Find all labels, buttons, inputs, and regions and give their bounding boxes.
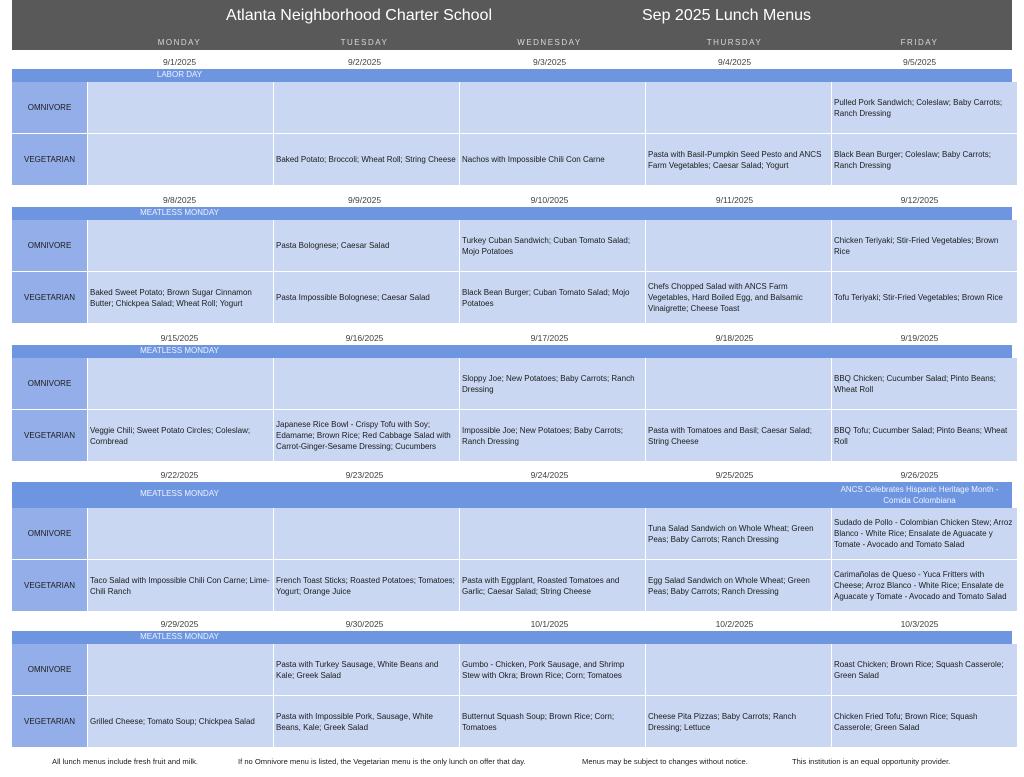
omnivore-menu-cell: BBQ Chicken; Cucumber Salad; Pinto Beans; Wheat Roll [832,358,1017,409]
omnivore-menu-cell [88,82,273,133]
school-name: Atlanta Neighborhood Charter School [226,7,492,24]
vegetarian-row-label: VEGETARIAN [12,410,87,461]
vegetarian-menu-cell: Taco Salad with Impossible Chili Con Carne; Lime-Chili Ranch [88,560,273,611]
date-label: 9/10/2025 [530,195,569,205]
omnivore-menu-cell [646,644,831,695]
date-label: 9/29/2025 [160,619,199,629]
omnivore-menu-cell: Tuna Salad Sandwich on Whole Wheat; Green Peas; Baby Carrots; Ranch Dressing [646,508,831,559]
date-label: 9/26/2025 [900,470,939,480]
omnivore-menu-cell [88,644,273,695]
week-block [12,469,1012,611]
date-label: 9/9/2025 [347,195,382,205]
date-label: 9/2/2025 [347,57,382,67]
omnivore-row-label: OMNIVORE [12,508,87,559]
vegetarian-menu-cell: Black Bean Burger; Coleslaw; Baby Carrots; Ranch Dressing [832,134,1017,185]
week-block [12,618,1012,747]
vegetarian-menu-cell: French Toast Sticks; Roasted Potatoes; Tomatoes; Yogurt; Orange Juice [274,560,459,611]
date-label: 9/17/2025 [530,333,569,343]
vegetarian-menu-cell: Pasta with Tomatoes and Basil; Caesar Salad; String Cheese [646,410,831,461]
date-label: 9/5/2025 [902,57,937,67]
vegetarian-menu-cell: Veggie Chili; Sweet Potato Circles; Coleslaw; Cornbread [88,410,273,461]
week-dates [12,618,1012,631]
date-label: 9/1/2025 [162,57,197,67]
week-banner [12,631,1012,644]
monday-note: MEATLESS MONDAY [140,346,219,355]
date-label: 9/25/2025 [715,470,754,480]
date-label: 10/1/2025 [530,619,569,629]
date-label: 9/16/2025 [345,333,384,343]
monday-note: MEATLESS MONDAY [140,632,219,641]
omnivore-menu-cell: Pasta Bolognese; Caesar Salad [274,220,459,271]
vegetarian-menu-cell: Pasta Impossible Bolognese; Caesar Salad [274,272,459,323]
vegetarian-menu-cell: Pasta with Basil-Pumpkin Seed Pesto and ANCS Farm Vegetables; Caesar Salad; Yogurt [646,134,831,185]
date-label: 9/3/2025 [532,57,567,67]
date-label: 9/23/2025 [345,470,384,480]
omnivore-menu-cell: Sloppy Joe; New Potatoes; Baby Carrots; Ranch Dressing [460,358,645,409]
week-dates [12,332,1012,345]
vegetarian-menu-cell: Egg Salad Sandwich on Whole Wheat; Green Peas; Baby Carrots; Ranch Dressing [646,560,831,611]
date-label: 9/11/2025 [715,195,754,205]
omnivore-menu-cell [646,220,831,271]
omnivore-menu-cell [88,508,273,559]
vegetarian-menu-cell: Butternut Squash Soup; Brown Rice; Corn; Tomatoes [460,696,645,747]
omnivore-menu-cell: Turkey Cuban Sandwich; Cuban Tomato Salad; Mojo Potatoes [460,220,645,271]
week-block [12,194,1012,323]
vegetarian-menu-cell: Carimañolas de Queso - Yuca Fritters with Cheese; Arroz Blanco - White Rice; Ensalate de Aguacate y Tomate - Avocado and Tomato Salad [832,560,1017,611]
week-dates [12,194,1012,207]
vegetarian-row-label: VEGETARIAN [12,134,87,185]
weekday-header [12,34,1012,50]
day-monday: MONDAY [157,38,202,47]
omnivore-menu-cell: Sudado de Pollo - Colombian Chicken Stew; Arroz Blanco - White Rice; Ensalate de Aguacate y Tomate - Avocado and Tomato Salad [832,508,1017,559]
omnivore-menu-cell [460,82,645,133]
vegetarian-menu-cell: Baked Sweet Potato; Brown Sugar Cinnamon Butter; Chickpea Salad; Wheat Roll; Yogurt [88,272,273,323]
menu-title: Sep 2025 Lunch Menus [642,7,812,24]
omnivore-menu-cell: Pasta with Turkey Sausage, White Beans and Kale; Greek Salad [274,644,459,695]
date-label: 9/15/2025 [160,333,199,343]
menu-header [12,0,1012,34]
day-wednesday: WEDNESDAY [517,38,582,47]
week-banner [12,345,1012,358]
omnivore-menu-cell [646,358,831,409]
date-label: 9/24/2025 [530,470,569,480]
vegetarian-menu-cell: Baked Potato; Broccoli; Wheat Roll; String Cheese [274,134,459,185]
date-label: 10/3/2025 [900,619,939,629]
omnivore-row-label: OMNIVORE [12,82,87,133]
friday-note: ANCS Celebrates Hispanic Heritage Month - Comida Colombiana [840,485,999,505]
omnivore-menu-cell [646,82,831,133]
monday-note: MEATLESS MONDAY [140,489,219,498]
date-label: 9/4/2025 [717,57,752,67]
footer-notes [12,757,1012,769]
footer-note: All lunch menus include fresh fruit and milk. [52,757,199,766]
menu-rows [12,644,1012,747]
vegetarian-row-label: VEGETARIAN [12,272,87,323]
date-label: 9/22/2025 [160,470,199,480]
omnivore-menu-cell [460,508,645,559]
omnivore-menu-cell: Roast Chicken; Brown Rice; Squash Casserole; Green Salad [832,644,1017,695]
omnivore-menu-cell: Pulled Pork Sandwich; Coleslaw; Baby Carrots; Ranch Dressing [832,82,1017,133]
vegetarian-menu-cell: Japanese Rice Bowl - Crispy Tofu with Soy; Edamame; Brown Rice; Red Cabbage Salad with Carrot-Ginger-Sesame Dressing; Cucumbers [274,410,459,461]
vegetarian-row-label: VEGETARIAN [12,560,87,611]
footer-note: Menus may be subject to changes without notice. [582,757,748,766]
menu-rows [12,220,1012,323]
date-label: 9/18/2025 [715,333,754,343]
date-label: 9/8/2025 [162,195,197,205]
omnivore-menu-cell: Gumbo - Chicken, Pork Sausage, and Shrimp Stew with Okra; Brown Rice; Corn; Tomatoes [460,644,645,695]
omnivore-menu-cell [88,220,273,271]
week-banner [12,207,1012,220]
footer-note: If no Omnivore menu is listed, the Vegetarian menu is the only lunch on offer that day. [238,757,526,766]
omnivore-row-label: OMNIVORE [12,220,87,271]
week-banner [12,69,1012,82]
omnivore-row-label: OMNIVORE [12,358,87,409]
day-thursday: THURSDAY [706,38,763,47]
vegetarian-menu-cell: Black Bean Burger; Cuban Tomato Salad; Mojo Potatoes [460,272,645,323]
date-label: 9/19/2025 [900,333,939,343]
omnivore-menu-cell [88,358,273,409]
vegetarian-menu-cell: Pasta with Eggplant, Roasted Tomatoes and Garlic; Caesar Salad; String Cheese [460,560,645,611]
vegetarian-menu-cell: Cheese Pita Pizzas; Baby Carrots; Ranch Dressing; Lettuce [646,696,831,747]
omnivore-menu-cell [274,358,459,409]
omnivore-menu-cell [274,82,459,133]
vegetarian-menu-cell: Tofu Teriyaki; Stir-Fried Vegetables; Brown Rice [832,272,1017,323]
vegetarian-menu-cell [88,134,273,185]
menu-rows [12,508,1012,611]
vegetarian-menu-cell: Impossible Joe; New Potatoes; Baby Carrots; Ranch Dressing [460,410,645,461]
vegetarian-menu-cell: Grilled Cheese; Tomato Soup; Chickpea Salad [88,696,273,747]
monday-note: MEATLESS MONDAY [140,208,219,217]
vegetarian-menu-cell: Pasta with Impossible Pork, Sausage, White Beans, Kale; Greek Salad [274,696,459,747]
week-dates [12,56,1012,69]
menu-rows [12,358,1012,461]
day-friday: FRIDAY [900,38,939,47]
vegetarian-menu-cell: BBQ Tofu; Cucumber Salad; Pinto Beans; Wheat Roll [832,410,1017,461]
vegetarian-row-label: VEGETARIAN [12,696,87,747]
omnivore-menu-cell: Chicken Teriyaki; Stir-Fried Vegetables; Brown Rice [832,220,1017,271]
menu-rows [12,82,1012,185]
vegetarian-menu-cell: Nachos with Impossible Chili Con Carne [460,134,645,185]
week-block [12,332,1012,461]
day-tuesday: TUESDAY [340,38,389,47]
date-label: 10/2/2025 [715,619,754,629]
vegetarian-menu-cell: Chefs Chopped Salad with ANCS Farm Vegetables, Hard Boiled Egg, and Balsamic Vinaigrette; Cheese Toast [646,272,831,323]
week-dates [12,469,1012,482]
date-label: 9/30/2025 [345,619,384,629]
monday-note: LABOR DAY [156,70,203,79]
footer-note: This institution is an equal opportunity provider. [792,757,951,766]
vegetarian-menu-cell: Chicken Fried Tofu; Brown Rice; Squash Casserole; Green Salad [832,696,1017,747]
omnivore-row-label: OMNIVORE [12,644,87,695]
date-label: 9/12/2025 [900,195,939,205]
week-block [12,56,1012,185]
omnivore-menu-cell [274,508,459,559]
week-banner [12,482,1012,508]
